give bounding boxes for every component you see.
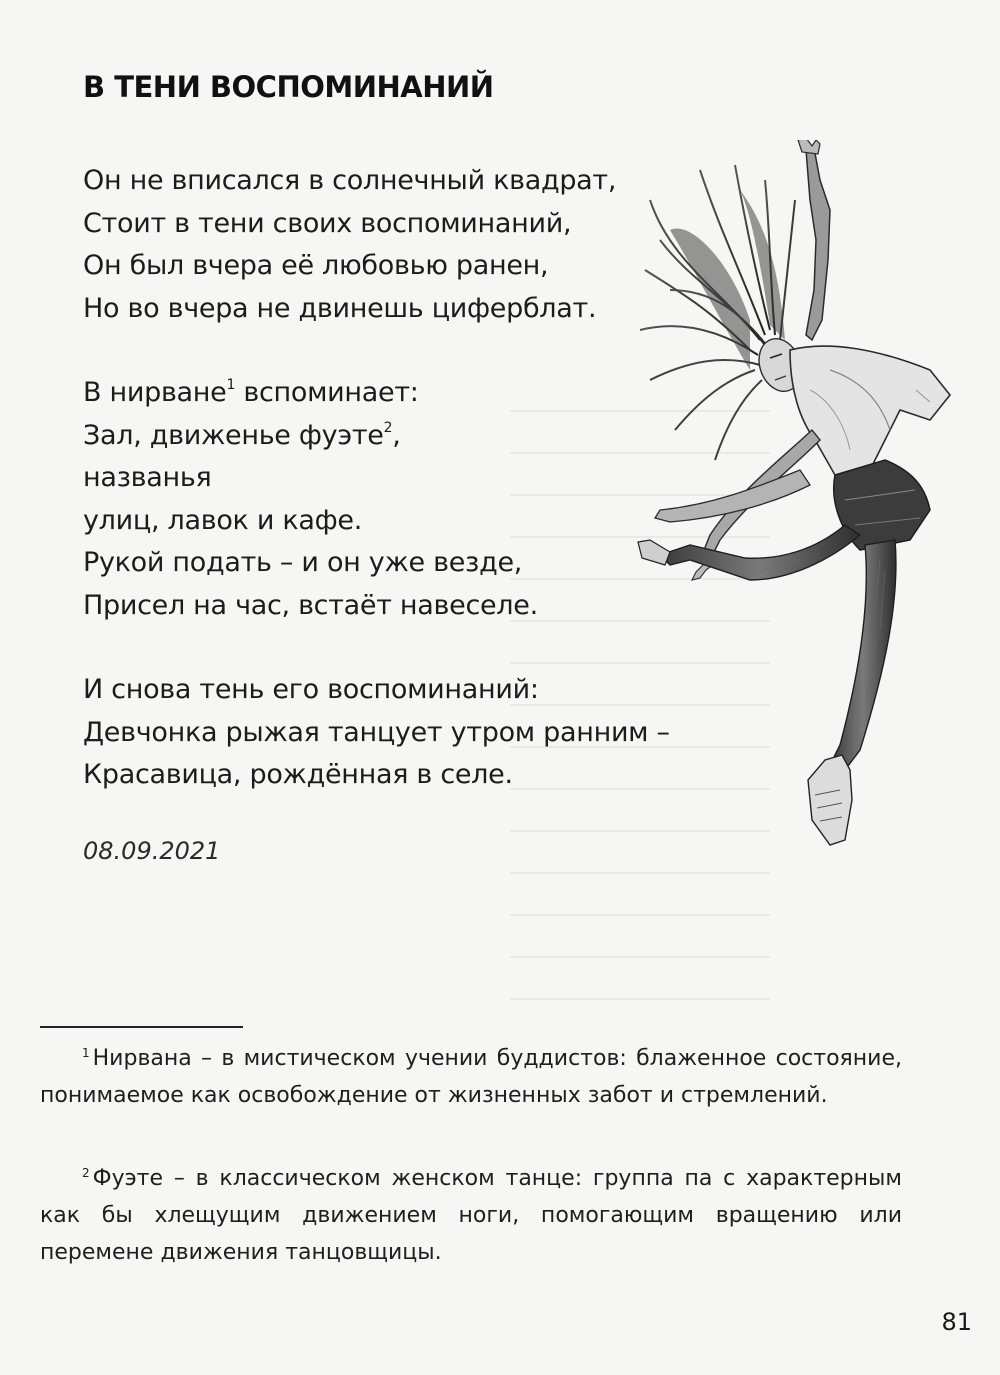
- line-text: вспоминает:: [235, 377, 419, 408]
- poem-line: [83, 415, 723, 458]
- back-shoe: [638, 540, 670, 565]
- footnote-ref-2[interactable]: 2: [383, 419, 393, 436]
- poem-line: И снова тень его воспоминаний:: [83, 674, 539, 705]
- poem-line: [83, 372, 723, 415]
- stanza-3: [83, 669, 723, 797]
- poem-line: Но во вчера не двинешь циферблат.: [83, 292, 597, 324]
- footnote-ref-1[interactable]: 1: [226, 377, 236, 393]
- poem-line: Присел на час, встаёт навеселе.: [83, 589, 538, 621]
- page-number: 81: [941, 1308, 972, 1336]
- line-text: В нирване: [83, 377, 227, 408]
- footnote-divider: [40, 1026, 243, 1028]
- hair-mass: [670, 228, 750, 370]
- raised-arm: [806, 148, 830, 340]
- poem-line: Красавица, рождённая в селе.: [83, 759, 513, 790]
- poem-line: Стоит в тени своих воспоминаний,: [83, 207, 572, 239]
- poem-line: Он был вчера её любовью ранен,: [83, 250, 549, 281]
- line-text: ,: [392, 419, 401, 451]
- stanza-1: [83, 160, 723, 330]
- poem-line: Рукой подать – и он уже везде,: [83, 547, 523, 578]
- raised-hand: [798, 140, 820, 154]
- footnote-mark: 2: [82, 1166, 90, 1180]
- dancer-illustration: [630, 140, 975, 850]
- poem-body: [83, 160, 723, 797]
- front-shoe: [808, 755, 852, 845]
- stanza-2: [83, 372, 723, 627]
- footnote-mark: 1: [82, 1046, 90, 1060]
- poem-date: 08.09.2021: [83, 837, 221, 865]
- line-text: Зал, движенье фуэте: [83, 419, 384, 451]
- footnote-text: Фуэте – в классическом женском танце: группа па с характерным как бы хлещущим движением ноги, помогающим вращению или перемене движения танцовщицы.: [40, 1166, 902, 1265]
- poem-line: Девчонка рыжая танцует утром ранним –: [83, 716, 670, 748]
- footnote-2: [40, 1160, 902, 1271]
- poem-line: названья: [83, 462, 212, 493]
- poem-line: Он не вписался в солнечный квадрат,: [83, 165, 617, 196]
- poem-title: В ТЕНИ ВОСПОМИНАНИЙ: [83, 70, 494, 104]
- straight-leg: [830, 540, 896, 770]
- poem-line: улиц, лавок и кафе.: [83, 504, 363, 536]
- footnote-1: [40, 1040, 902, 1114]
- footnote-text: Нирвана – в мистическом учении буддистов: блаженное состояние, понимаемое как освобождение от жизненных забот и стремлений.: [40, 1046, 902, 1108]
